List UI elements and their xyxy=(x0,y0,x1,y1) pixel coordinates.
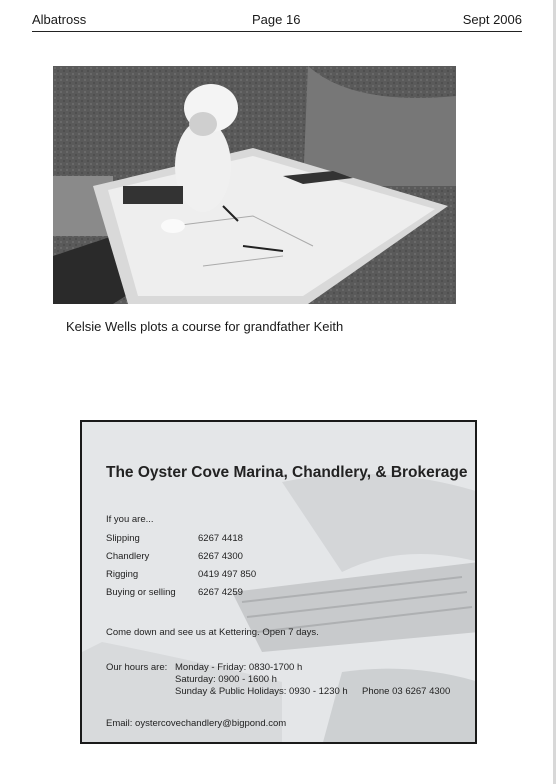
hours-label: Our hours are: xyxy=(106,662,168,673)
marina-advert xyxy=(80,420,477,744)
service-phone: 6267 4300 xyxy=(198,551,243,562)
page-number: Page 16 xyxy=(252,12,301,27)
service-label: Buying or selling xyxy=(106,587,176,598)
issue-date: Sept 2006 xyxy=(462,12,522,27)
service-label: Chandlery xyxy=(106,551,150,562)
service-phone: 6267 4418 xyxy=(198,533,243,544)
page-header xyxy=(32,11,522,32)
service-label: Rigging xyxy=(106,569,139,580)
advert-intro: If you are... xyxy=(106,514,154,525)
advert-invite: Come down and see us at Kettering. Open 7 days. xyxy=(106,627,319,638)
newsletter-name: Albatross xyxy=(32,12,87,27)
child-chart-photo xyxy=(53,66,456,304)
advert-email: Email: oystercovechandlery@bigpond.com xyxy=(106,718,287,729)
service-label: Slipping xyxy=(106,533,140,544)
photo-caption: Kelsie Wells plots a course for grandfather Keith xyxy=(66,319,344,334)
advert-phone: Phone 03 6267 4300 xyxy=(362,686,451,697)
service-phone: 0419 497 850 xyxy=(198,569,257,580)
service-phone: 6267 4259 xyxy=(198,587,243,598)
hours-sunday: Sunday & Public Holidays: 0930 - 1230 h xyxy=(175,686,348,697)
hours-weekday: Monday - Friday: 0830-1700 h xyxy=(175,662,303,673)
hours-saturday: Saturday: 0900 - 1600 h xyxy=(175,674,277,685)
advert-title: The Oyster Cove Marina, Chandlery, & Brokerage xyxy=(106,464,468,481)
